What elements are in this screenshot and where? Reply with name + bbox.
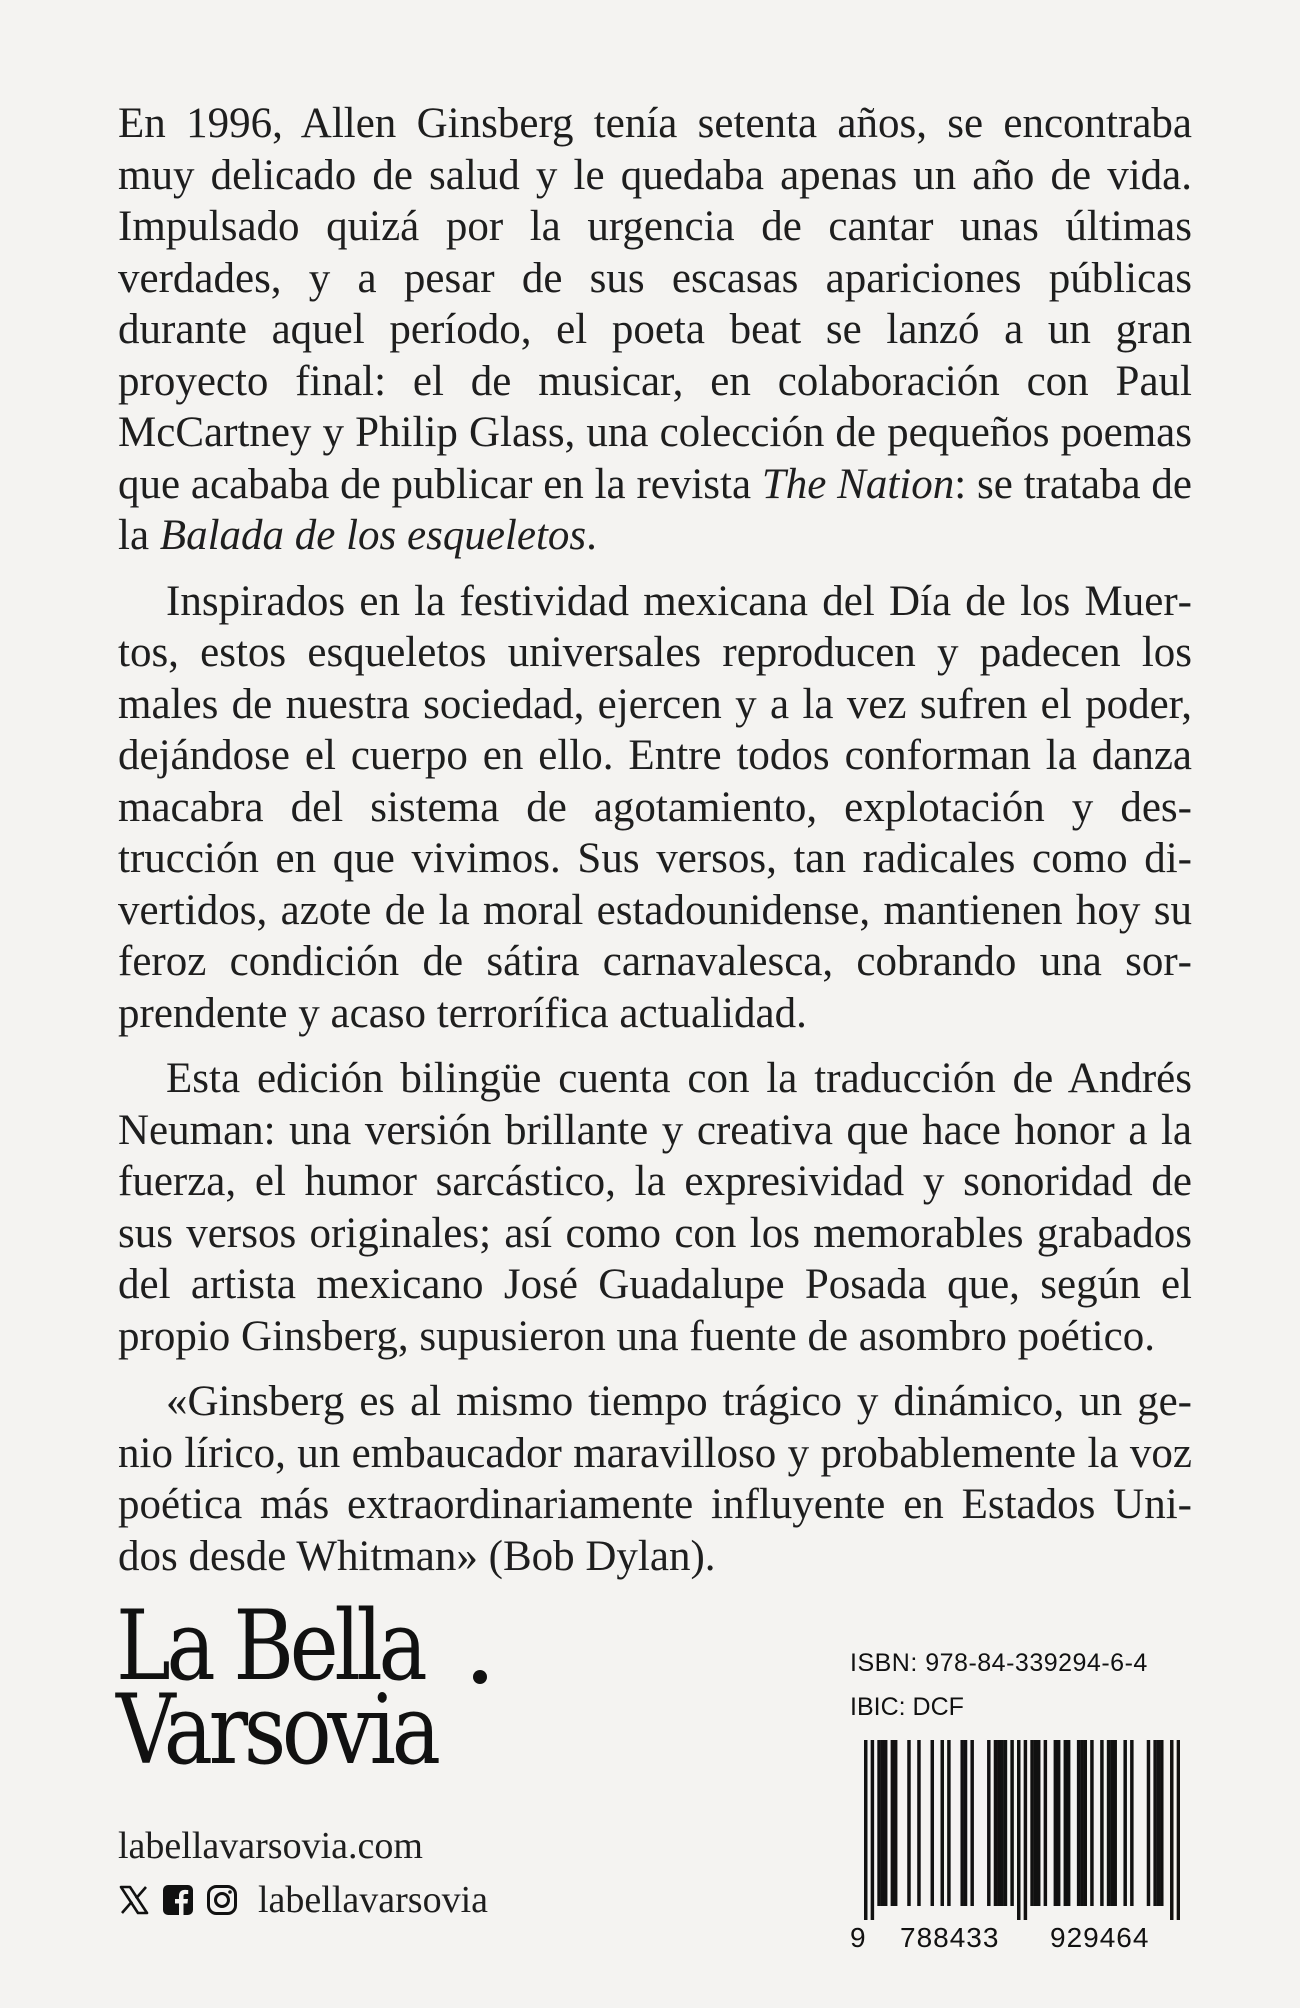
instagram-icon[interactable] bbox=[206, 1884, 238, 1916]
barcode-bar bbox=[917, 1740, 920, 1906]
barcode-bar bbox=[1130, 1740, 1133, 1906]
barcode-bar bbox=[1037, 1740, 1040, 1906]
ibic-code: IBIC: DCF bbox=[850, 1693, 964, 1721]
social-handle[interactable]: labellavarsovia bbox=[258, 1879, 489, 1921]
facebook-icon[interactable] bbox=[162, 1884, 194, 1916]
barcode-digits bbox=[850, 1921, 1180, 1955]
social-links bbox=[118, 1877, 488, 1923]
barcode-digits-right: 929464 bbox=[1050, 1922, 1150, 1953]
barcode-bar bbox=[960, 1740, 963, 1906]
barcode-bar bbox=[947, 1740, 950, 1906]
blurb-paragraph-2: Inspirados en la festividad mexicana del Día de los Muertos, estos esqueletos universales reproducen y padecen los males de nuestra sociedad, ejercen y a la vez sufren el poder, dejándose el cuerpo en ello. Entre todos conforman la danza macabra del sistema de agotamiento, explotación y destrucción en que vivimos. Sus versos, tan radicales como divertidos, azote de la moral estadounidense, mantienen hoy su feroz condición de sátira carnavalesca, cobrando una sorprendente y acaso terrorífica actualidad. bbox=[118, 577, 1192, 1037]
barcode-bar bbox=[1010, 1740, 1013, 1906]
magazine-title: The Nation bbox=[761, 460, 955, 508]
barcode-bar bbox=[997, 1740, 1000, 1906]
barcode-bar bbox=[1067, 1740, 1070, 1906]
blurb-p1-text: En 1996, Allen Ginsberg tenía setenta años, se encontraba muy delicado de salud y le quedaba apenas un año de vida. Impulsado quizá por la urgencia de cantar unas últimas verdades, y a pesar de sus escasas apariciones públicas durante aquel período, el poeta beat se lanzó a un gran proyecto final: el de musicar, en colaboración con Paul McCartney y Philip Glass, una colección de pequeños poemas que acababa de publicar en la revista bbox=[118, 100, 1192, 508]
barcode-bar bbox=[891, 1740, 894, 1906]
barcode-bar bbox=[1080, 1740, 1083, 1906]
isbn-block bbox=[850, 1648, 1190, 1953]
barcode-bar bbox=[970, 1740, 973, 1906]
barcode-bar bbox=[1153, 1740, 1156, 1906]
x-icon[interactable] bbox=[118, 1884, 150, 1916]
book-title: Balada de los esqueletos bbox=[159, 512, 587, 559]
barcode-bar bbox=[881, 1740, 884, 1906]
barcode-guard-bar bbox=[1177, 1740, 1180, 1920]
barcode-bar bbox=[1004, 1740, 1007, 1906]
barcode-bar bbox=[931, 1740, 934, 1906]
barcode-bar bbox=[1123, 1740, 1126, 1906]
barcode-bar bbox=[1054, 1740, 1057, 1906]
barcode-guard-bar bbox=[864, 1740, 867, 1920]
blurb-p1-mid: : se trataba de la bbox=[118, 460, 1193, 559]
barcode-bar bbox=[877, 1740, 880, 1906]
barcode-bar bbox=[941, 1740, 944, 1906]
barcode-bar bbox=[1090, 1740, 1093, 1906]
barcode-bar bbox=[987, 1740, 990, 1906]
barcode-bar bbox=[1107, 1740, 1110, 1906]
isbn-number: ISBN: 978-84-339294-6-4 bbox=[850, 1649, 1148, 1677]
barcode-bar bbox=[1100, 1740, 1103, 1906]
barcode-bar bbox=[894, 1740, 897, 1906]
logo-line-1: La Bella bbox=[116, 1590, 424, 1702]
barcode-bar bbox=[1084, 1740, 1087, 1906]
barcode-bar bbox=[907, 1740, 910, 1906]
logo-dot bbox=[473, 1670, 487, 1684]
barcode-guard-bar bbox=[1024, 1740, 1027, 1920]
barcode-bar bbox=[1113, 1740, 1116, 1906]
barcode-bar bbox=[1044, 1740, 1047, 1906]
ean-barcode bbox=[850, 1740, 1180, 1920]
logo-line-2: Varsovia bbox=[116, 1674, 437, 1786]
barcode-bar bbox=[1030, 1740, 1033, 1906]
blurb-paragraph-1 bbox=[118, 98, 1192, 562]
barcode-digit-first: 9 bbox=[850, 1922, 866, 1953]
barcode-guard-bar bbox=[871, 1740, 874, 1920]
blurb-paragraph-4: «Ginsberg es al mismo tiempo trágico y dinámico, un genio lírico, un embaucador maravilloso y probablemente la voz poética más extraordinariamente influyente en Estados Unidos desde Whitman» (Bob Dylan). bbox=[118, 1378, 1192, 1580]
blurb-paragraph-3: Esta edición bilingüe cuenta con la traducción de Andrés Neuman: una versión brillante y creativa que hace honor a la fuerza, el humor sarcástico, la expresividad y sonoridad de sus versos originales; así como con los memorables grabados del artista mexicano José Guadalupe Posada que, según el propio Ginsberg, supusieron una fuente de asombro poético. bbox=[118, 1055, 1192, 1360]
barcode-bar bbox=[1110, 1740, 1113, 1906]
back-cover-blurb bbox=[118, 98, 1192, 1596]
barcode-guard-bar bbox=[1017, 1740, 1020, 1920]
barcode-bar bbox=[1160, 1740, 1163, 1906]
barcode-bar bbox=[1064, 1740, 1067, 1906]
blurb-p1-end: . bbox=[586, 512, 597, 559]
barcode-bar bbox=[1000, 1740, 1003, 1906]
barcode-bar bbox=[1157, 1740, 1160, 1906]
barcode-digits-left: 788433 bbox=[900, 1922, 1000, 1953]
publisher-website[interactable]: labellavarsovia.com bbox=[118, 1825, 423, 1867]
barcode-bar bbox=[1147, 1740, 1150, 1906]
barcode-bar bbox=[884, 1740, 887, 1906]
barcode-bar bbox=[1057, 1740, 1060, 1906]
publisher-logo bbox=[116, 1590, 496, 1798]
barcode-bar bbox=[1077, 1740, 1080, 1906]
barcode-bar bbox=[964, 1740, 967, 1906]
barcode-bar bbox=[1034, 1740, 1037, 1906]
barcode-bar bbox=[994, 1740, 997, 1906]
barcode-guard-bar bbox=[1170, 1740, 1173, 1920]
